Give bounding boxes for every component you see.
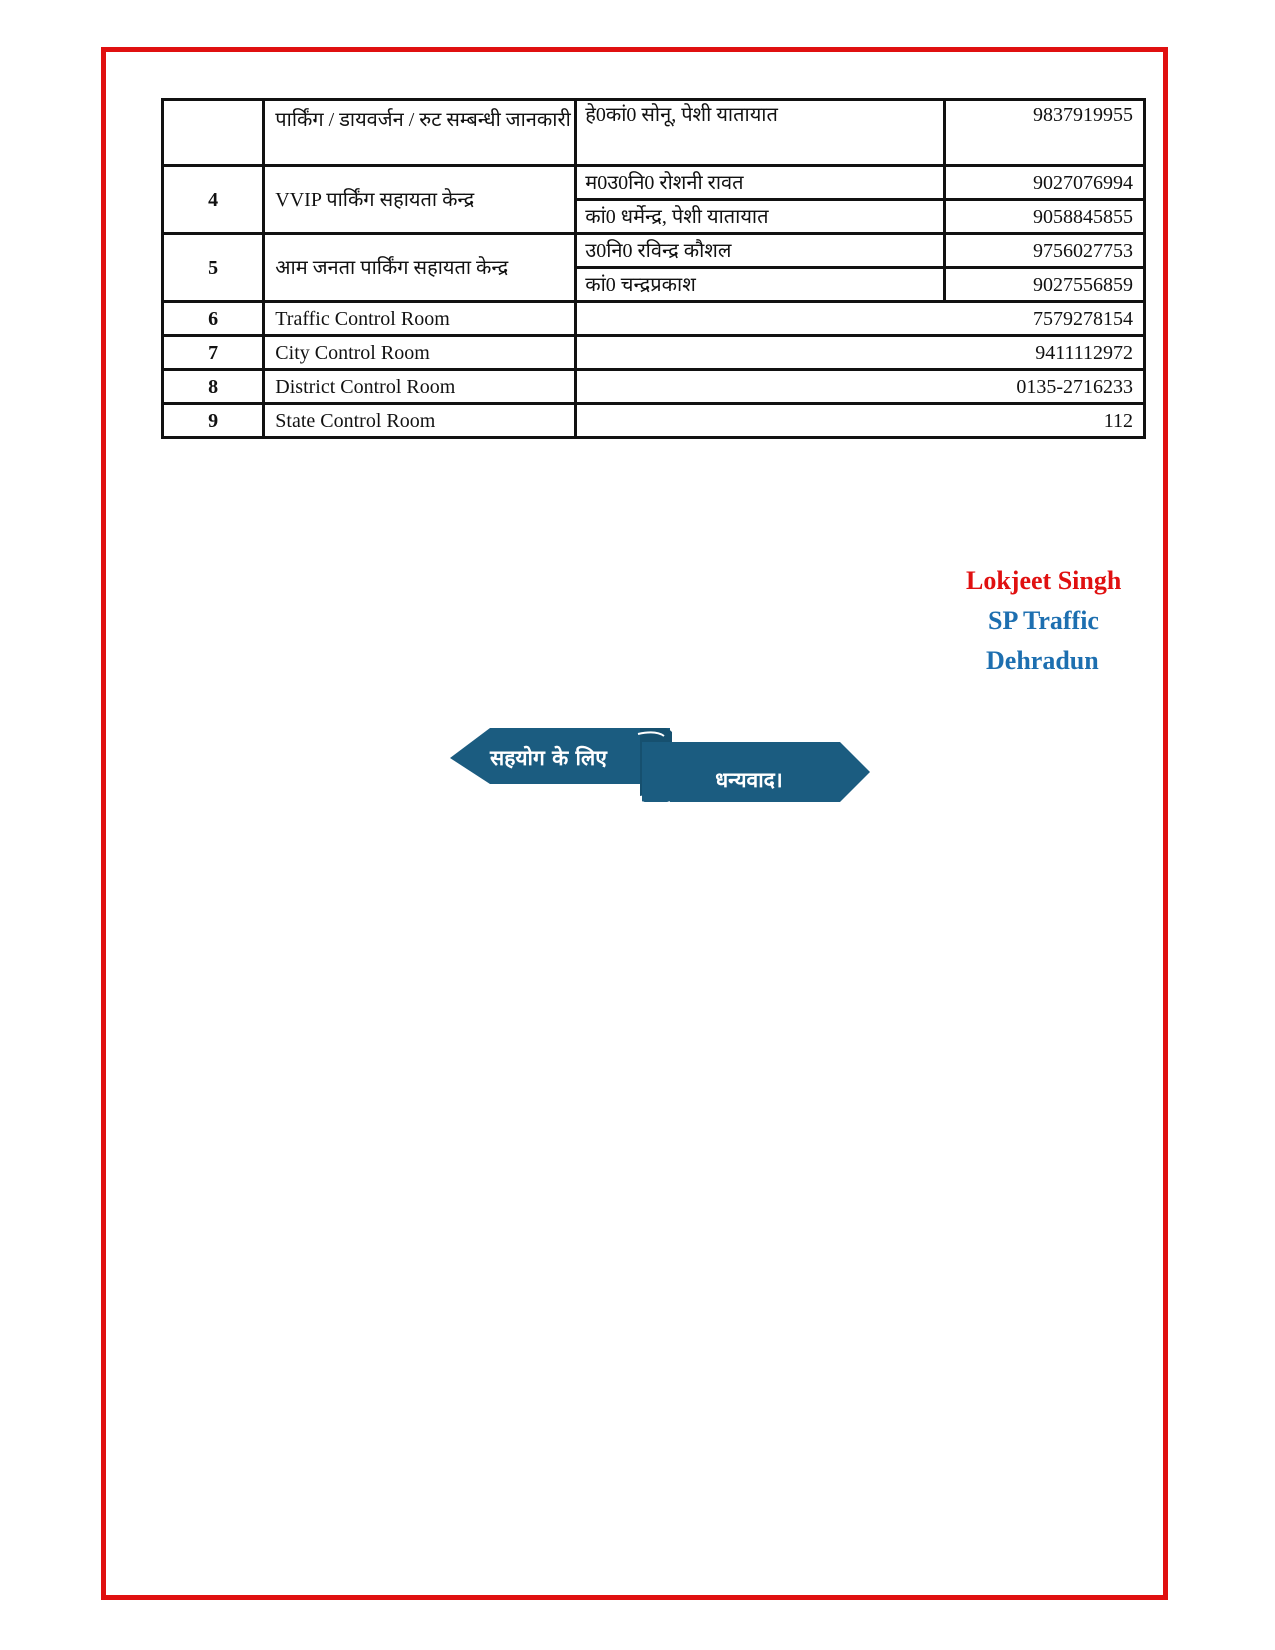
person-cell: म0उ0नि0 रोशनी रावत: [576, 166, 945, 200]
person-cell: कां0 धर्मेन्द्र, पेशी यातायात: [576, 200, 945, 234]
place-cell: City Control Room: [264, 336, 576, 370]
serial-cell: 7: [163, 336, 264, 370]
serial-cell: 6: [163, 302, 264, 336]
phone-cell: 7579278154: [576, 302, 1145, 336]
signatory-title: SP Traffic: [988, 606, 1099, 635]
place-cell: State Control Room: [264, 404, 576, 438]
banner-right-text: धन्यवाद।: [715, 768, 783, 792]
table-row: [163, 234, 1145, 268]
phone-cell: 9058845855: [945, 200, 1145, 234]
phone-cell: 9411112972: [576, 336, 1145, 370]
serial-cell: 4: [163, 166, 264, 234]
table-row: [163, 336, 1145, 370]
place-cell: Traffic Control Room: [264, 302, 576, 336]
table-row: [163, 302, 1145, 336]
table-row: [163, 166, 1145, 200]
table-row: [163, 370, 1145, 404]
thank-you-banner: [450, 728, 870, 808]
person-cell: उ0नि0 रविन्द्र कौशल: [576, 234, 945, 268]
phone-cell: 9756027753: [945, 234, 1145, 268]
phone-cell: 9027556859: [945, 268, 1145, 302]
phone-cell: 9837919955: [945, 100, 1145, 166]
place-cell: District Control Room: [264, 370, 576, 404]
signatory-city: Dehradun: [986, 646, 1099, 675]
contacts-table: [161, 98, 1146, 439]
serial-cell: 5: [163, 234, 264, 302]
place-cell: पार्किंग / डायवर्जन / रुट सम्बन्धी जानकारी: [264, 100, 576, 166]
person-cell: कां0 चन्द्रप्रकाश: [576, 268, 945, 302]
serial-cell: [163, 100, 264, 166]
phone-cell: 9027076994: [945, 166, 1145, 200]
signatory-name: Lokjeet Singh: [966, 566, 1122, 595]
banner-left-text: सहयोग के लिए: [490, 746, 607, 770]
table-row: [163, 404, 1145, 438]
place-cell: आम जनता पार्किंग सहायता केन्द्र: [264, 234, 576, 302]
serial-cell: 9: [163, 404, 264, 438]
phone-cell: 0135-2716233: [576, 370, 1145, 404]
phone-cell: 112: [576, 404, 1145, 438]
table-row: [163, 100, 1145, 166]
serial-cell: 8: [163, 370, 264, 404]
place-cell: VVIP पार्किंग सहायता केन्द्र: [264, 166, 576, 234]
person-cell: हे0कां0 सोनू, पेशी यातायात: [576, 100, 945, 166]
